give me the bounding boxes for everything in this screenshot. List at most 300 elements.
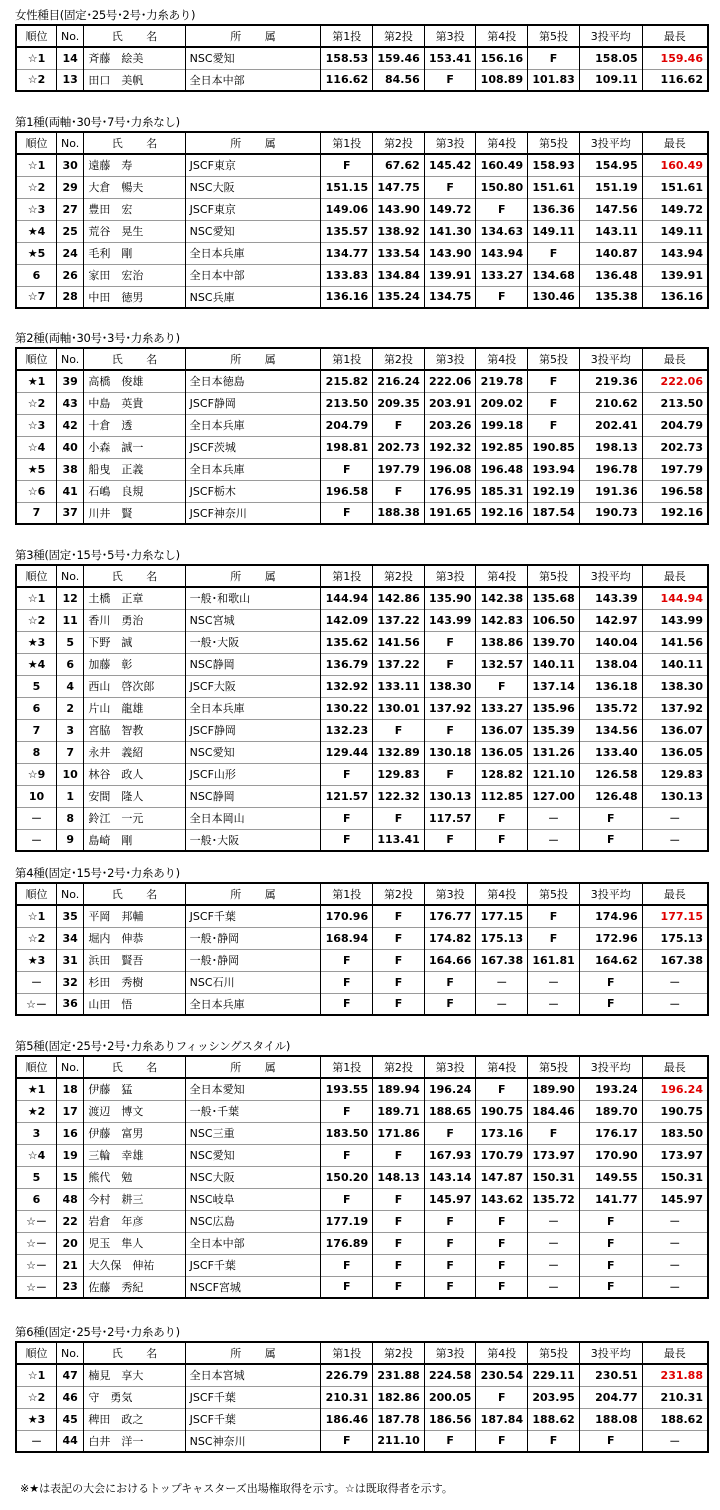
event-title: 第4種(固定･15号･2号･力糸あり) <box>15 866 180 880</box>
table-row <box>16 927 708 949</box>
cell-rank: ☆7 <box>16 286 57 308</box>
cell-average-3: 126.48 <box>579 785 642 807</box>
cell-rank: ☆2 <box>16 609 57 631</box>
cell-affiliation: JSCF千葉 <box>185 1408 321 1430</box>
cell-rank: － <box>16 1430 57 1452</box>
cell-best-distance: － <box>642 1210 708 1232</box>
cell-name: 佐藤 秀紀 <box>84 1276 185 1298</box>
table-row <box>16 1408 708 1430</box>
cell-throw-1: F <box>321 458 373 480</box>
event-title: 第5種(固定･25号･2号･力糸ありフィッシングスタイル) <box>15 1039 291 1053</box>
cell-average-3: 142.97 <box>579 609 642 631</box>
column-header: 第5投 <box>528 1056 580 1078</box>
cell-best-distance: 159.46 <box>642 47 708 69</box>
cell-name: 児玉 隼人 <box>84 1232 185 1254</box>
column-header: 第2投 <box>373 1342 425 1364</box>
table-row <box>16 1276 708 1298</box>
column-header: 第4投 <box>476 132 528 154</box>
cell-throw-4: 108.89 <box>476 69 528 91</box>
cell-entry-no: 23 <box>57 1276 84 1298</box>
cell-name: 豊田 宏 <box>84 198 185 220</box>
cell-name: 稗田 政之 <box>84 1408 185 1430</box>
column-header: 第3投 <box>424 883 476 905</box>
cell-average-3: 138.04 <box>579 653 642 675</box>
cell-throw-2: 202.73 <box>373 436 425 458</box>
cell-rank: ★1 <box>16 1078 57 1100</box>
cell-throw-3: 143.14 <box>424 1166 476 1188</box>
cell-throw-5: 192.19 <box>528 480 580 502</box>
event-title: 第3種(固定･15号･5号･力糸なし) <box>15 548 180 562</box>
cell-best-distance: 196.24 <box>642 1078 708 1100</box>
cell-average-3: F <box>579 1276 642 1298</box>
cell-throw-5: 190.85 <box>528 436 580 458</box>
cell-rank: ★1 <box>16 370 57 392</box>
cell-throw-1: F <box>321 971 373 993</box>
cell-affiliation: 全日本岡山 <box>185 807 321 829</box>
cell-rank: ☆－ <box>16 1210 57 1232</box>
column-header: 所 属 <box>185 883 321 905</box>
cell-affiliation: 一般･和歌山 <box>185 587 321 609</box>
cell-rank: － <box>16 807 57 829</box>
cell-throw-3: 134.75 <box>424 286 476 308</box>
column-header: 所 属 <box>185 1342 321 1364</box>
cell-best-distance: 130.13 <box>642 785 708 807</box>
header-row <box>16 25 708 47</box>
cell-throw-2: 141.56 <box>373 631 425 653</box>
cell-entry-no: 15 <box>57 1166 84 1188</box>
results-table <box>15 347 709 525</box>
cell-throw-4: 167.38 <box>476 949 528 971</box>
cell-throw-5: 136.36 <box>528 198 580 220</box>
cell-throw-2: 187.78 <box>373 1408 425 1430</box>
column-header: 第4投 <box>476 25 528 47</box>
cell-best-distance: － <box>642 807 708 829</box>
cell-throw-5: 193.94 <box>528 458 580 480</box>
cell-average-3: 176.17 <box>579 1122 642 1144</box>
cell-throw-3: 224.58 <box>424 1364 476 1386</box>
cell-throw-1: 168.94 <box>321 927 373 949</box>
cell-average-3: 143.11 <box>579 220 642 242</box>
column-header: 3投平均 <box>579 1342 642 1364</box>
cell-name: 今村 耕三 <box>84 1188 185 1210</box>
cell-throw-2: 189.71 <box>373 1100 425 1122</box>
cell-entry-no: 13 <box>57 69 84 91</box>
cell-throw-1: 133.83 <box>321 264 373 286</box>
cell-entry-no: 12 <box>57 587 84 609</box>
column-header: No. <box>57 132 84 154</box>
cell-best-distance: 213.50 <box>642 392 708 414</box>
results-table <box>15 131 709 309</box>
column-header: 3投平均 <box>579 348 642 370</box>
cell-rank: ☆－ <box>16 993 57 1015</box>
cell-throw-1: 177.19 <box>321 1210 373 1232</box>
cell-throw-2: 231.88 <box>373 1364 425 1386</box>
cell-throw-1: 135.57 <box>321 220 373 242</box>
cell-rank: ☆1 <box>16 47 57 69</box>
cell-best-distance: 173.97 <box>642 1144 708 1166</box>
column-header: 3投平均 <box>579 25 642 47</box>
cell-throw-2: 147.75 <box>373 176 425 198</box>
cell-rank: ★3 <box>16 631 57 653</box>
cell-average-3: 140.87 <box>579 242 642 264</box>
table-row <box>16 807 708 829</box>
cell-throw-4: 173.16 <box>476 1122 528 1144</box>
cell-throw-5: 101.83 <box>528 69 580 91</box>
results-table <box>15 24 709 92</box>
cell-rank: 5 <box>16 675 57 697</box>
column-header: 第2投 <box>373 1056 425 1078</box>
cell-rank: 5 <box>16 1166 57 1188</box>
cell-throw-3: F <box>424 1254 476 1276</box>
column-header: 所 属 <box>185 1056 321 1078</box>
cell-rank: ☆－ <box>16 1276 57 1298</box>
cell-throw-1: 210.31 <box>321 1386 373 1408</box>
cell-name: 宮脇 智教 <box>84 719 185 741</box>
column-header: 第2投 <box>373 565 425 587</box>
event-section <box>15 114 709 309</box>
cell-affiliation: 全日本兵庫 <box>185 993 321 1015</box>
column-header: 氏 名 <box>84 348 185 370</box>
column-header: 所 属 <box>185 132 321 154</box>
cell-throw-4: 142.38 <box>476 587 528 609</box>
cell-name: 毛利 剛 <box>84 242 185 264</box>
cell-entry-no: 31 <box>57 949 84 971</box>
cell-throw-1: 136.79 <box>321 653 373 675</box>
cell-entry-no: 44 <box>57 1430 84 1452</box>
header-row <box>16 1056 708 1078</box>
cell-affiliation: JSCF東京 <box>185 154 321 176</box>
cell-name: 安間 隆人 <box>84 785 185 807</box>
cell-throw-2: F <box>373 807 425 829</box>
column-header: 第5投 <box>528 132 580 154</box>
column-header: 氏 名 <box>84 1056 185 1078</box>
cell-name: 島崎 剛 <box>84 829 185 851</box>
cell-best-distance: 116.62 <box>642 69 708 91</box>
cell-affiliation: NSC静岡 <box>185 785 321 807</box>
column-header: 第4投 <box>476 883 528 905</box>
cell-throw-1: 193.55 <box>321 1078 373 1100</box>
cell-affiliation: 全日本兵庫 <box>185 414 321 436</box>
cell-entry-no: 20 <box>57 1232 84 1254</box>
cell-throw-3: 188.65 <box>424 1100 476 1122</box>
cell-entry-no: 16 <box>57 1122 84 1144</box>
cell-affiliation: JSCF千葉 <box>185 1386 321 1408</box>
cell-average-3: 230.51 <box>579 1364 642 1386</box>
cell-name: 高橋 俊雄 <box>84 370 185 392</box>
column-header: 順位 <box>16 565 57 587</box>
cell-throw-5: 130.46 <box>528 286 580 308</box>
column-header: 第2投 <box>373 25 425 47</box>
cell-average-3: 174.96 <box>579 905 642 927</box>
cell-throw-3: 222.06 <box>424 370 476 392</box>
column-header: 第4投 <box>476 348 528 370</box>
cell-rank: 7 <box>16 502 57 524</box>
column-header: 第1投 <box>321 132 373 154</box>
cell-entry-no: 42 <box>57 414 84 436</box>
cell-throw-1: 132.23 <box>321 719 373 741</box>
cell-throw-1: 135.62 <box>321 631 373 653</box>
cell-best-distance: 149.72 <box>642 198 708 220</box>
cell-rank: 7 <box>16 719 57 741</box>
cell-average-3: F <box>579 971 642 993</box>
column-header: 第3投 <box>424 565 476 587</box>
cell-throw-5: － <box>528 1210 580 1232</box>
cell-throw-4: 185.31 <box>476 480 528 502</box>
column-header: 第5投 <box>528 883 580 905</box>
cell-affiliation: JSCF静岡 <box>185 392 321 414</box>
cell-throw-1: 121.57 <box>321 785 373 807</box>
cell-throw-4: － <box>476 993 528 1015</box>
cell-throw-1: F <box>321 993 373 1015</box>
cell-average-3: 126.58 <box>579 763 642 785</box>
table-row <box>16 264 708 286</box>
cell-average-3: 147.56 <box>579 198 642 220</box>
cell-throw-3: F <box>424 993 476 1015</box>
cell-throw-2: 129.83 <box>373 763 425 785</box>
column-header: 第1投 <box>321 1342 373 1364</box>
cell-average-3: 135.72 <box>579 697 642 719</box>
table-row <box>16 697 708 719</box>
cell-rank: ☆2 <box>16 927 57 949</box>
column-header: 3投平均 <box>579 883 642 905</box>
cell-affiliation: NSC愛知 <box>185 741 321 763</box>
cell-entry-no: 37 <box>57 502 84 524</box>
cell-throw-2: F <box>373 927 425 949</box>
cell-name: 川井 賢 <box>84 502 185 524</box>
cell-average-3: 136.48 <box>579 264 642 286</box>
cell-throw-1: 215.82 <box>321 370 373 392</box>
column-header: 3投平均 <box>579 132 642 154</box>
cell-affiliation: 一般･静岡 <box>185 949 321 971</box>
event-section <box>15 7 709 92</box>
cell-throw-1: 149.06 <box>321 198 373 220</box>
cell-throw-5: － <box>528 1254 580 1276</box>
cell-throw-2: F <box>373 1254 425 1276</box>
cell-best-distance: 136.16 <box>642 286 708 308</box>
cell-rank: ★5 <box>16 242 57 264</box>
cell-entry-no: 29 <box>57 176 84 198</box>
cell-throw-3: 186.56 <box>424 1408 476 1430</box>
cell-entry-no: 41 <box>57 480 84 502</box>
cell-rank: ☆6 <box>16 480 57 502</box>
cell-average-3: 133.40 <box>579 741 642 763</box>
table-row <box>16 480 708 502</box>
cell-average-3: 143.39 <box>579 587 642 609</box>
cell-throw-3: F <box>424 176 476 198</box>
cell-throw-5: － <box>528 993 580 1015</box>
cell-average-3: F <box>579 1254 642 1276</box>
cell-rank: ★5 <box>16 458 57 480</box>
column-header: 第5投 <box>528 565 580 587</box>
cell-throw-1: F <box>321 807 373 829</box>
cell-throw-3: F <box>424 829 476 851</box>
cell-average-3: 191.36 <box>579 480 642 502</box>
table-row <box>16 286 708 308</box>
cell-throw-1: 176.89 <box>321 1232 373 1254</box>
cell-throw-2: F <box>373 719 425 741</box>
cell-throw-2: F <box>373 993 425 1015</box>
cell-throw-3: F <box>424 1276 476 1298</box>
table-row <box>16 436 708 458</box>
table-row <box>16 1364 708 1386</box>
cell-rank: ★4 <box>16 220 57 242</box>
cell-name: 荒谷 晃生 <box>84 220 185 242</box>
cell-entry-no: 11 <box>57 609 84 631</box>
cell-affiliation: JSCF千葉 <box>185 905 321 927</box>
cell-throw-4: F <box>476 1254 528 1276</box>
cell-throw-4: F <box>476 1430 528 1452</box>
cell-throw-2: 197.79 <box>373 458 425 480</box>
column-header: 第5投 <box>528 25 580 47</box>
cell-throw-1: 186.46 <box>321 1408 373 1430</box>
column-header: No. <box>57 25 84 47</box>
table-row <box>16 198 708 220</box>
header-row <box>16 883 708 905</box>
cell-best-distance: 139.91 <box>642 264 708 286</box>
table-row <box>16 47 708 69</box>
cell-entry-no: 9 <box>57 829 84 851</box>
cell-name: 遠藤 寿 <box>84 154 185 176</box>
column-header: 最長 <box>642 348 708 370</box>
cell-name: 加藤 彰 <box>84 653 185 675</box>
cell-rank: ☆4 <box>16 1144 57 1166</box>
cell-best-distance: 144.94 <box>642 587 708 609</box>
cell-average-3: 202.41 <box>579 414 642 436</box>
cell-best-distance: 197.79 <box>642 458 708 480</box>
cell-throw-3: 130.13 <box>424 785 476 807</box>
cell-best-distance: 202.73 <box>642 436 708 458</box>
cell-entry-no: 5 <box>57 631 84 653</box>
table-row <box>16 785 708 807</box>
cell-rank: ☆1 <box>16 1364 57 1386</box>
table-row <box>16 1210 708 1232</box>
column-header: 第2投 <box>373 132 425 154</box>
cell-best-distance: 149.11 <box>642 220 708 242</box>
cell-average-3: 190.73 <box>579 502 642 524</box>
cell-throw-1: 130.22 <box>321 697 373 719</box>
cell-throw-4: 147.87 <box>476 1166 528 1188</box>
column-header: 氏 名 <box>84 1342 185 1364</box>
cell-average-3: 151.19 <box>579 176 642 198</box>
cell-throw-3: F <box>424 1210 476 1232</box>
cell-throw-4: F <box>476 829 528 851</box>
cell-throw-2: F <box>373 1188 425 1210</box>
cell-throw-2: F <box>373 949 425 971</box>
cell-entry-no: 22 <box>57 1210 84 1232</box>
cell-throw-4: 133.27 <box>476 264 528 286</box>
cell-throw-4: 196.48 <box>476 458 528 480</box>
cell-throw-5: 187.54 <box>528 502 580 524</box>
cell-throw-4: 177.15 <box>476 905 528 927</box>
cell-name: 船曳 正義 <box>84 458 185 480</box>
column-header: 第3投 <box>424 1342 476 1364</box>
cell-entry-no: 17 <box>57 1100 84 1122</box>
cell-entry-no: 30 <box>57 154 84 176</box>
cell-entry-no: 10 <box>57 763 84 785</box>
cell-throw-5: 150.31 <box>528 1166 580 1188</box>
table-row <box>16 1188 708 1210</box>
cell-throw-4: F <box>476 198 528 220</box>
cell-best-distance: 231.88 <box>642 1364 708 1386</box>
column-header: 第4投 <box>476 1056 528 1078</box>
cell-throw-5: 184.46 <box>528 1100 580 1122</box>
cell-throw-2: 137.22 <box>373 653 425 675</box>
cell-name: 香川 勇治 <box>84 609 185 631</box>
column-header: 第3投 <box>424 1056 476 1078</box>
cell-affiliation: 全日本兵庫 <box>185 697 321 719</box>
cell-affiliation: NSC岐阜 <box>185 1188 321 1210</box>
cell-throw-3: 196.24 <box>424 1078 476 1100</box>
cell-throw-3: 196.08 <box>424 458 476 480</box>
cell-name: 白井 洋一 <box>84 1430 185 1452</box>
cell-throw-4: 190.75 <box>476 1100 528 1122</box>
cell-affiliation: 一般･静岡 <box>185 927 321 949</box>
cell-throw-3: 143.90 <box>424 242 476 264</box>
table-row <box>16 176 708 198</box>
table-row <box>16 1100 708 1122</box>
cell-name: 楠見 享大 <box>84 1364 185 1386</box>
cell-best-distance: 167.38 <box>642 949 708 971</box>
cell-affiliation: 全日本兵庫 <box>185 242 321 264</box>
cell-affiliation: NSC宮城 <box>185 609 321 631</box>
table-row <box>16 829 708 851</box>
cell-throw-4: F <box>476 286 528 308</box>
column-header: 最長 <box>642 25 708 47</box>
table-row <box>16 631 708 653</box>
cell-affiliation: 全日本宮城 <box>185 1364 321 1386</box>
cell-throw-5: 137.14 <box>528 675 580 697</box>
cell-throw-1: F <box>321 1188 373 1210</box>
cell-entry-no: 24 <box>57 242 84 264</box>
event-title: 第2種(両軸･30号･3号･力糸あり) <box>15 331 180 345</box>
table-row <box>16 1166 708 1188</box>
cell-throw-5: 135.39 <box>528 719 580 741</box>
cell-throw-2: 67.62 <box>373 154 425 176</box>
table-row <box>16 1430 708 1452</box>
column-header: 順位 <box>16 132 57 154</box>
column-header: No. <box>57 1342 84 1364</box>
cell-throw-2: 188.38 <box>373 502 425 524</box>
cell-best-distance: 141.56 <box>642 631 708 653</box>
column-header: 最長 <box>642 883 708 905</box>
table-row <box>16 154 708 176</box>
column-header: 氏 名 <box>84 25 185 47</box>
cell-rank: ☆9 <box>16 763 57 785</box>
cell-entry-no: 43 <box>57 392 84 414</box>
cell-throw-5: 203.95 <box>528 1386 580 1408</box>
cell-throw-3: 138.30 <box>424 675 476 697</box>
cell-rank: － <box>16 971 57 993</box>
cell-best-distance: 136.05 <box>642 741 708 763</box>
column-header: 第1投 <box>321 565 373 587</box>
cell-throw-1: 132.92 <box>321 675 373 697</box>
cell-throw-1: 129.44 <box>321 741 373 763</box>
cell-throw-2: 211.10 <box>373 1430 425 1452</box>
cell-name: 西山 啓次郎 <box>84 675 185 697</box>
cell-throw-2: F <box>373 905 425 927</box>
cell-entry-no: 47 <box>57 1364 84 1386</box>
cell-throw-4: 187.84 <box>476 1408 528 1430</box>
cell-affiliation: JSCF東京 <box>185 198 321 220</box>
cell-throw-3: F <box>424 653 476 675</box>
cell-affiliation: JSCF静岡 <box>185 719 321 741</box>
cell-best-distance: 192.16 <box>642 502 708 524</box>
table-row <box>16 1144 708 1166</box>
column-header: 所 属 <box>185 348 321 370</box>
cell-name: 大久保 伸祐 <box>84 1254 185 1276</box>
cell-throw-4: 230.54 <box>476 1364 528 1386</box>
cell-throw-1: 151.15 <box>321 176 373 198</box>
